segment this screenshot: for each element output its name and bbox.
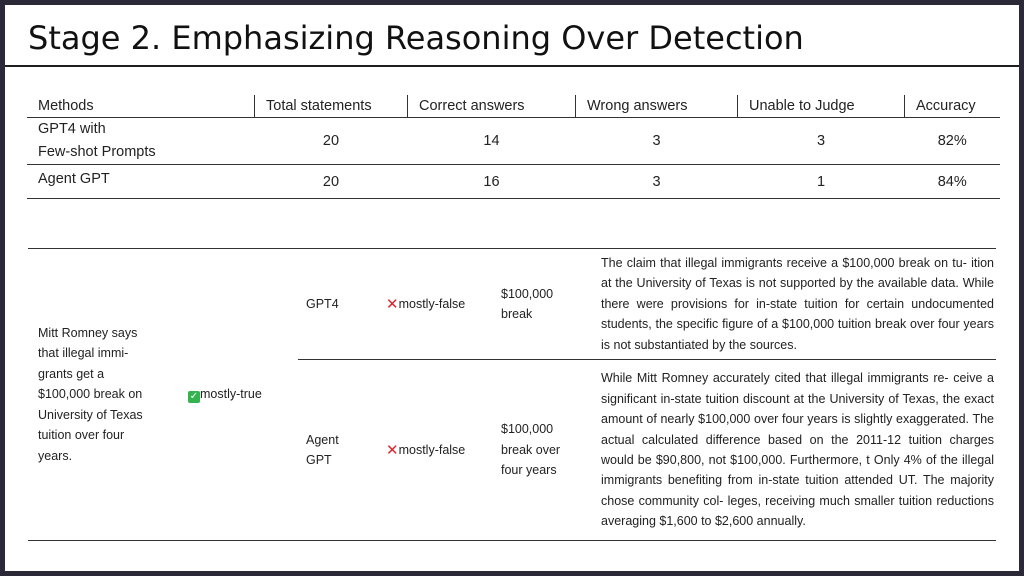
model-cell	[298, 360, 386, 541]
total-value: 20	[255, 118, 408, 165]
correct-value: 14	[408, 118, 576, 165]
model-name-line2: GPT	[306, 453, 332, 468]
red-cross-icon: ✕	[386, 296, 399, 314]
header-wrong: Wrong answers	[576, 95, 738, 118]
claim-line: that illegal immi-	[38, 346, 129, 361]
red-cross-icon: ✕	[386, 442, 399, 460]
claim-line: Mitt Romney says	[38, 325, 138, 340]
method-cell	[27, 118, 255, 165]
prediction-cell	[386, 360, 501, 541]
slide-title: Stage 2. Emphasizing Reasoning Over Detection	[28, 19, 804, 57]
span-line: $100,000	[501, 422, 554, 437]
unable-value: 3	[738, 118, 905, 165]
wrong-value: 3	[576, 118, 738, 165]
method-name: Agent GPT	[27, 165, 255, 199]
summary-table	[27, 95, 1000, 199]
claim-line: grants get a	[38, 366, 105, 381]
green-check-icon: ✓	[189, 390, 199, 402]
summary-row	[27, 165, 1000, 199]
correct-value: 16	[408, 165, 576, 199]
total-value: 20	[255, 165, 408, 199]
header-correct: Correct answers	[408, 95, 576, 118]
span-cell	[501, 249, 601, 360]
summary-header-row	[27, 95, 1000, 118]
method-name: GPT4 with	[38, 121, 106, 137]
span-line: break	[501, 307, 533, 322]
ground-truth-label: mostly-true	[200, 386, 262, 401]
prediction-label: mostly-false	[398, 297, 466, 312]
prediction-label: mostly-false	[398, 443, 466, 458]
claim-line: University of Texas	[38, 407, 143, 422]
ground-truth-cell	[188, 249, 298, 541]
method-name-line2: Few-shot Prompts	[38, 144, 156, 160]
accuracy-value: 82%	[905, 118, 1001, 165]
title-divider	[5, 65, 1019, 67]
model-name: Agent	[306, 433, 339, 448]
wrong-value: 3	[576, 165, 738, 199]
span-line: four years	[501, 463, 557, 478]
claim-cell	[28, 249, 188, 541]
claim-line: $100,000 break on	[38, 387, 143, 402]
claim-line: tuition over four	[38, 428, 125, 443]
model-name: GPT4	[298, 249, 386, 360]
span-line: break over	[501, 442, 561, 457]
slide	[5, 5, 1019, 571]
detail-table	[28, 248, 996, 541]
detail-row-gpt4	[28, 249, 996, 360]
header-methods: Methods	[27, 95, 255, 118]
span-cell	[501, 360, 601, 541]
accuracy-value: 84%	[905, 165, 1001, 199]
unable-value: 1	[738, 165, 905, 199]
prediction-cell	[386, 249, 501, 360]
header-accuracy: Accuracy	[905, 95, 1001, 118]
header-unable: Unable to Judge	[738, 95, 905, 118]
explanation-text: The claim that illegal immigrants receive a $100,000 break on tu- ition at the University of Texas is not supported by the available data. While there were provisions for in-state tuition for certain undocumented students, the specific figure of a $100,000 tuition break over four years is not substantiated by the sources.	[601, 249, 996, 360]
summary-row	[27, 118, 1000, 165]
explanation-text: While Mitt Romney accurately cited that illegal immigrants re- ceive a significant in-state tuition discount at the University of Texas, the exact amount of nearly $100,000 over four years is slightly exaggerated. The actual calculated difference based on the 2011-12 tuition charges would be $90,800, not $100,000. Furthermore, t Only 4% of the illegal immigrants benefiting from in-state tuition attended UT. The majority chose community col- leges, receiving much smaller tuition reductions averaging $1,600 to $2,600 annually.	[601, 360, 996, 541]
header-total: Total statements	[255, 95, 408, 118]
span-line: $100,000	[501, 286, 554, 301]
claim-line: years.	[38, 448, 73, 463]
